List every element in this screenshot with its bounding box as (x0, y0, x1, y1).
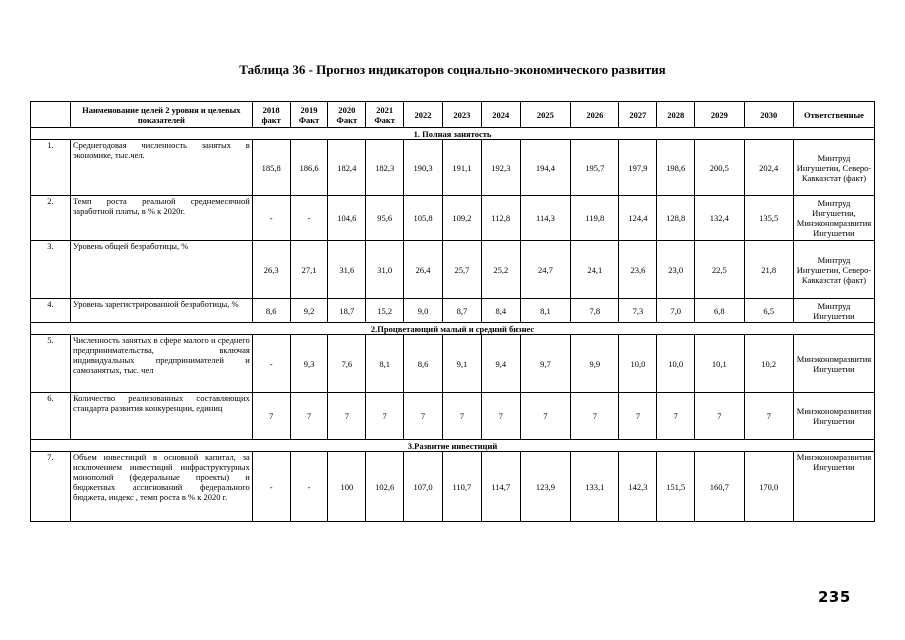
value-cell: 7 (657, 393, 695, 440)
responsible-cell: Минэкономразвития Ингушетии (793, 452, 874, 522)
table-row (31, 335, 875, 393)
value-cell: 26,3 (252, 241, 290, 299)
value-cell: 170,0 (744, 452, 793, 522)
value-cell: 18,7 (328, 299, 366, 323)
row-number: 6. (31, 393, 71, 440)
section-title: 1. Полная занятость (31, 128, 875, 140)
value-cell: 8,6 (404, 335, 443, 393)
value-cell: 8,4 (481, 299, 520, 323)
value-cell: 8,1 (520, 299, 570, 323)
table-row (31, 452, 875, 522)
table-row (31, 299, 875, 323)
value-cell: 123,9 (520, 452, 570, 522)
value-cell: 7 (481, 393, 520, 440)
value-cell: 24,1 (571, 241, 619, 299)
value-cell: 191,1 (442, 140, 481, 196)
value-cell: 9,4 (481, 335, 520, 393)
responsible-cell: Минтруд Ингушетии (793, 299, 874, 323)
value-cell: 9,2 (290, 299, 328, 323)
value-cell: 8,7 (442, 299, 481, 323)
value-cell: 200,5 (695, 140, 744, 196)
value-cell: 185,8 (252, 140, 290, 196)
header-year: 2028 (657, 102, 695, 128)
value-cell: 7 (520, 393, 570, 440)
header-year: 2026 (571, 102, 619, 128)
row-number: 4. (31, 299, 71, 323)
value-cell: 7 (366, 393, 404, 440)
responsible-cell: Минтруд Ингушетии, Северо-Кавказстат (факт) (793, 140, 874, 196)
value-cell: 114,3 (520, 196, 570, 241)
value-cell: 7 (695, 393, 744, 440)
value-cell: 190,3 (404, 140, 443, 196)
responsible-cell: Минтруд Ингушетии, Минэкономразвития Ингушетии (793, 196, 874, 241)
table-row (31, 393, 875, 440)
value-cell: 105,8 (404, 196, 443, 241)
responsible-cell: Минэкономразвития Ингушетии (793, 393, 874, 440)
value-cell: 195,7 (571, 140, 619, 196)
value-cell: 26,4 (404, 241, 443, 299)
value-cell: 6,8 (695, 299, 744, 323)
value-cell: 7 (404, 393, 443, 440)
value-cell: 7,6 (328, 335, 366, 393)
indicator-name: Уровень зарегистрированной безработицы, % (70, 299, 252, 323)
row-number: 5. (31, 335, 71, 393)
header-row (31, 102, 875, 128)
indicator-name: Темп роста реальной среднемесячной заработной платы, в % к 2020г. (70, 196, 252, 241)
row-number: 7. (31, 452, 71, 522)
indicator-name: Среднегодовая численность занятых в экономике, тыс.чел. (70, 140, 252, 196)
value-cell: 114,7 (481, 452, 520, 522)
value-cell: 95,6 (366, 196, 404, 241)
value-cell: 7 (328, 393, 366, 440)
header-year: 2024 (481, 102, 520, 128)
value-cell: 110,7 (442, 452, 481, 522)
header-year: 2021 Факт (366, 102, 404, 128)
page-number: 235 (818, 588, 851, 606)
header-year: 2018 факт (252, 102, 290, 128)
value-cell: 7 (252, 393, 290, 440)
value-cell: 198,6 (657, 140, 695, 196)
value-cell: 7 (744, 393, 793, 440)
header-name: Наименование целей 2 уровня и целевых показателей (70, 102, 252, 128)
value-cell: 25,2 (481, 241, 520, 299)
row-number: 3. (31, 241, 71, 299)
value-cell: 133,1 (571, 452, 619, 522)
section-row (31, 440, 875, 452)
value-cell: 192,3 (481, 140, 520, 196)
value-cell: 9,0 (404, 299, 443, 323)
value-cell: 23,0 (657, 241, 695, 299)
forecast-table (30, 101, 875, 522)
value-cell: 107,0 (404, 452, 443, 522)
value-cell: 15,2 (366, 299, 404, 323)
header-year: 2025 (520, 102, 570, 128)
value-cell: 6,5 (744, 299, 793, 323)
value-cell: 7,3 (619, 299, 657, 323)
value-cell: 124,4 (619, 196, 657, 241)
value-cell: 31,0 (366, 241, 404, 299)
value-cell: 132,4 (695, 196, 744, 241)
value-cell: 7 (619, 393, 657, 440)
section-title: 2.Процветающий малый и средний бизнес (31, 323, 875, 335)
table-row (31, 241, 875, 299)
value-cell: 186,6 (290, 140, 328, 196)
table-title: Таблица 36 - Прогноз индикаторов социально-экономического развития (239, 62, 666, 77)
header-year: 2030 (744, 102, 793, 128)
value-cell: 142,3 (619, 452, 657, 522)
indicator-name: Уровень общей безработицы, % (70, 241, 252, 299)
value-cell: 24,7 (520, 241, 570, 299)
header-year: 2029 (695, 102, 744, 128)
header-year: 2019 Факт (290, 102, 328, 128)
value-cell: 10,1 (695, 335, 744, 393)
value-cell: 9,9 (571, 335, 619, 393)
value-cell: 7,0 (657, 299, 695, 323)
value-cell: 109,2 (442, 196, 481, 241)
value-cell: 7 (571, 393, 619, 440)
value-cell: 160,7 (695, 452, 744, 522)
value-cell: 7,8 (571, 299, 619, 323)
value-cell: 27,1 (290, 241, 328, 299)
value-cell: 7 (290, 393, 328, 440)
header-number (31, 102, 71, 128)
header-year: 2027 (619, 102, 657, 128)
value-cell: 9,3 (290, 335, 328, 393)
table-row (31, 140, 875, 196)
value-cell: 25,7 (442, 241, 481, 299)
value-cell: 104,6 (328, 196, 366, 241)
value-cell: 8,6 (252, 299, 290, 323)
value-cell: 100 (328, 452, 366, 522)
value-cell: 21,8 (744, 241, 793, 299)
value-cell: 10,0 (619, 335, 657, 393)
value-cell: 102,6 (366, 452, 404, 522)
value-cell: 22,5 (695, 241, 744, 299)
responsible-cell: Минтруд Ингушетии, Северо-Кавказстат (факт) (793, 241, 874, 299)
value-cell: - (252, 452, 290, 522)
value-cell: 10,2 (744, 335, 793, 393)
value-cell: 135,5 (744, 196, 793, 241)
value-cell: 182,3 (366, 140, 404, 196)
header-year: 2022 (404, 102, 443, 128)
indicator-name: Объем инвестиций в основной капитал, за исключением инвестиций инфраструктурных монополий (федеральные проекты) и бюджетных ассигнований федерального бюджета, индекс , темп роста в % к 2020 г. (70, 452, 252, 522)
value-cell: - (252, 335, 290, 393)
value-cell: 31,6 (328, 241, 366, 299)
value-cell: 197,9 (619, 140, 657, 196)
value-cell: - (252, 196, 290, 241)
value-cell: 9,7 (520, 335, 570, 393)
section-row (31, 323, 875, 335)
header-year: 2023 (442, 102, 481, 128)
value-cell: 151,5 (657, 452, 695, 522)
header-year: 2020 Факт (328, 102, 366, 128)
row-number: 2. (31, 196, 71, 241)
value-cell: 23,6 (619, 241, 657, 299)
value-cell: 128,8 (657, 196, 695, 241)
value-cell: 8,1 (366, 335, 404, 393)
table-row (31, 196, 875, 241)
value-cell: 9,1 (442, 335, 481, 393)
value-cell: 112,8 (481, 196, 520, 241)
value-cell: 202,4 (744, 140, 793, 196)
row-number: 1. (31, 140, 71, 196)
section-row (31, 128, 875, 140)
value-cell: - (290, 452, 328, 522)
value-cell: - (290, 196, 328, 241)
header-responsible: Ответственные (793, 102, 874, 128)
value-cell: 194,4 (520, 140, 570, 196)
value-cell: 7 (442, 393, 481, 440)
value-cell: 182,4 (328, 140, 366, 196)
indicator-name: Количество реализованных составляющих стандарта развития конкуренции, единиц (70, 393, 252, 440)
value-cell: 119,8 (571, 196, 619, 241)
value-cell: 10,0 (657, 335, 695, 393)
section-title: 3.Развитие инвестиций (31, 440, 875, 452)
indicator-name: Численность занятых в сфере малого и среднего предпринимательства, включая индивидуальных предпринимателей и самозанятых, тыс. чел (70, 335, 252, 393)
responsible-cell: Минэкономразвития Ингушетии (793, 335, 874, 393)
